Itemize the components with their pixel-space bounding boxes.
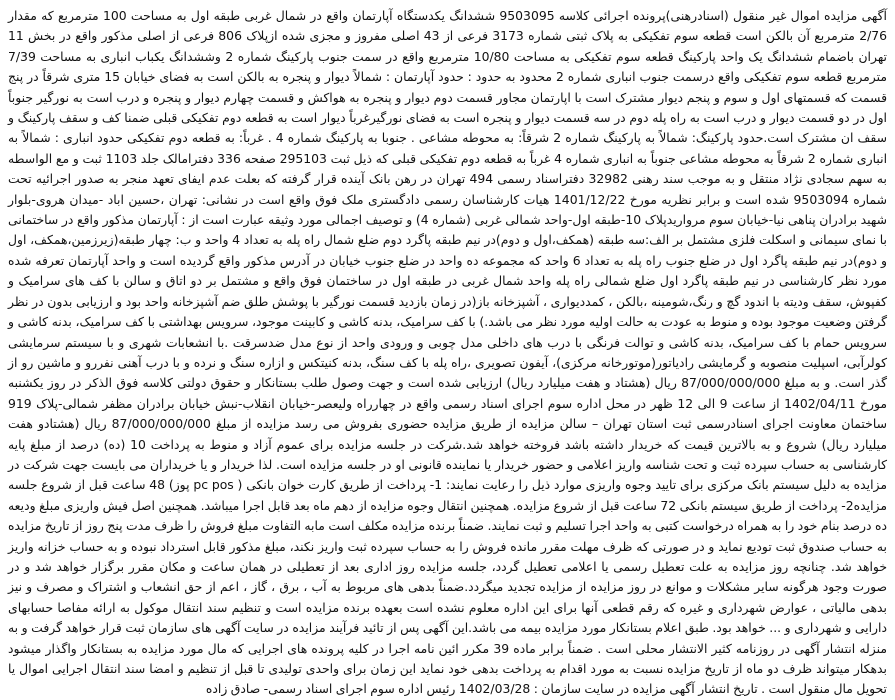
auction-notice-text: آگهی مزایده اموال غیر منقول (اسنادرهنی)پرونده اجرائی کلاسه 9503095 ششدانگ یکدستگاه آپارتمان واقع در شمال غربی طبقه اول به مساحت 100 مترمربع که مقدار 2/76 مترمربع آن بالکن است قطعه سوم تفکیکی به پلاک ثبتی شماره 3173 فرعی از 43 اصلی مفروز و مجزی شده ازپلاک 806 فرعی از اصلی مذکور واقع در بخش 11 تهران باضمام ششدانگ یک واحد پارکینگ قطعه سوم تفکیکی به مساحت 10/80 مترمربع واقع در سمت جنوب پارکینگ شماره 2 وششدانگ یکباب انباری به مساحت 7/39 مترمربع قطعه سوم تفکیکی واقع درسمت جنوب انباری شماره 2 محدود به حدود : حدود آپارتمان : شمالاً دیوار و پنجره به بالکن است به فضای خیابان 15 متری شرقاً در پنج قسمت که قسمتهای اول و سوم و پنجم دیوار مشترک است با اپارتمان مجاور قسمت دوم دیوار و پنجره به هواکش و قسمت چهارم دیوار و پنجره و درب است به نورگیر جنوباً اول در دو قسمت دیوار و درب است به راه پله دوم در سه قسمت دیوار و پنجره است به فضای نورگیرغرباً دیوار است به قطعه دوم تفکیکی قبلی ضمنا کف و سقف پارکینگ و سقف ان مشترک است.حدود پارکینگ: شمالاً به پارکینگ شماره 2 شرقاً: به محوطه مشاعی . جنوبا به پارکینگ شماره 4 . غرباً: به قطعه دوم تفکیکی حدود انباری : شمالاً به انباری شماره 2 شرقاً به محوطه مشاعی جنوباً به انباری شماره 4 غرباً به قطعه دوم تفکیکی قبلی که ذیل ثبت 295103 صفحه 336 دفترامالک جلد 1103 ثبت و مع الواسطه به سهم سجادی نژاد منتقل و به موجب سند رهنی 32982 دفتراسناد رسمی 494 تهران در رهن بانک آینده قرار گرفته که بعلت عدم ایفای تعهد منجر به صدور اجرائیه تحت شماره 9503094 شده است و برابر نظریه مورخ 1401/12/22 هیات کارشناسان رسمی دادگستری ملک فوق واقع است در نشانی: تهران ،حسین اباد -میدان هروی-بلوار شهید برادران پناهی نیا-خیابان سوم مرواریدپلاک 10-طبقه اول-واحد شمالی غربی (شماره 4) و توصیف اجمالی مورد وثیقه عبارت است از : آپارتمان مذکور واقع در ساختمانی با نمای سیمانی و اسکلت فلزی مشتمل بر الف:سه طبقه (همکف،اول و دوم)در نیم طبقه پاگرد دوم ضلع شمال راه پله به تعداد 4 واحد و ب: چهار طبقه(زیرزمین،همکف، اول و دوم)در نیم طبقه پاگرد اول در ضلع جنوب راه پله به تعداد 6 واحد که مجموعه ده واحد در ضلع جنوب خیابان در آدرس مذکور واقع گردیده است و واحد آپارتمان تعرفه شده مورد نظر کارشناسی در نیم طبقه پاگرد اول ضلع شمالی راه پله واحد شمال غربی در طبقه اول در ساختمان فوق واقع و مشتمل بر دو اتاق و سالن با کف های سرامیک و کفپوش، سقف ودیته با اندود گچ و رنگ،شومینه ،بالکن ، کمددیواری ، آشپزخانه باز(در زمان بازدید قسمت نورگیر با پوشش طلق ضم آشپزخانه واحد بود و ارزیابی بدون در نظر گرفتن وضعیت موجود بوده و منوط به عودت به حالت اولیه مورد نظر می باشد.) با کف سرامیک، بدنه کاشی و کابینت موجود، سرویس بهداشتی با کف سرامیک، بدنه کاشی و سرویس حمام با کف سرامیک، بدنه کاشی و توالت فرنگی با درب های داخلی مدل چوبی و ورودی واحد از نوع مدل ضدسرقت .با انشعابات شهری و با سیستم سرمایشی کولرآبی، اسپلیت منصوبه و گرمایشی رادیاتور(موتورخانه مرکزی)، آیفون تصویری ،راه پله با کف سنگ، بدنه کنیتکس و ازاره سنگ و نرده و با درب آهنی نفررو و ماشین رو از گذر است. و به مبلغ 87/000/000/000 ریال (هشتاد و هفت میلیارد ریال) ارزیابی شده است و جهت وصول طلب بستانکار و حقوق دولتی کلاسه فوق الذکر در روز یکشنبه مورخ 1402/04/11 از ساعت 9 الی 12 ظهر در محل اداره سوم اجرای اسناد رسمی واقع در چهارراه ولیعصر-خیابان انقلاب-نبش خیابان برادران مظفر شمالی-پلاک 919 ساختمان معاونت اجرای اسنادرسمی ثبت استان تهران – سالن مزایده از طریق مزایده حضوری بفروش می رسد مزایده از مبلغ 87/000/000/000 ریال (هشتادو هفت میلیارد ریال) شروع و به بالاترین قیمت که خریدار داشته باشد فروخته خواهد شد.شرکت در جلسه مزایده برای عموم آزاد و منوط به پرداخت 10 (ده) درصد از مبلغ پایه کارشناسی به حساب سپرده ثبت و تحت شناسه واریز اعلامی و حضور خریدار یا نماینده قانونی او در جلسه مزایده است. لذا خریدار و یا خریداران می بایست جهت شرکت در مزایده به دلیل سیستم بانک مرکزی برای تایید وجوه واریزی موارد ذیل را رعایت نمایند: 1- پرداخت از طریق کارت خوان بانکی ( pc pos پوز) 48 ساعت قبل از شروع جلسه مزایده2- پرداخت از طریق سیستم بانکی 72 ساعت قبل از شروع مزایده. همچنین انتقال وجوه مزایده از دهم ماه بعد قابل اجرا میباشد. همچنین اصل فیش واریزی مبلغ ودیعه ده درصد بنام خود را به همراه درخواست کتبی به واحد اجرا تسلیم و ثبت نمایند. ضمناً برنده مزایده مکلف است مابه التفاوت مبلغ فروش را ظرف مدت پنج روز از تاریخ مزایده به حساب صندوق ثبت توديع نمايد و در صورتی که ظرف مهلت مقرر مانده فروش را به حساب سپرده ثبت واریز نکند، مبلغ مذکور قابل استرداد نبوده و به حساب خزانه واریز خواهد شد. چنانچه روز مزایده به علت تعطیل رسمی یا اعلامی تعطیل گردد، جلسه مزایده روز اداری بعد از تعطیلی در همان ساعت و مکان مقرر برگزار خواهد شد و در صورت وجود هرگونه سایر مشکلات و موانع در روز مزایده از مزایده تجدید میگردد.ضمناً بدهی های مربوط به آب ، برق ، گاز ، اعم از حق انشعاب و اشتراک و مصرف و نیز بدهی مالیاتی ، عوارض شهرداری و غیره که رقم قطعی آنها برای این اداره معلوم نشده است بعهده برنده مزایده است و تنظیم سند انتقال موکول به ارائه مفاصا حسابهای دارایی و شهرداری و ... خواهد بود. طبق اعلام بستانکار مورد مزایده بیمه می باشد.این آگهی پس از تائید فرآیند مزایده در سایت آگهی های سازمان ثبت قرار خواهد گرفت و به منزله انتشار آگهی در روزنامه کثیر الانتشار محلی است . ضمناً برابر ماده 39 مکرر ائین نامه اجرا در کلیه پرونده های اجرایی که مال مورد مزایده به بستانکار واگذار میشود بدهکار میتواند ظرف دو ماه از تاریخ مزایده نسبت به مورد اقدام به پرداخت بدهی خود نماید این زمان برای واحدی تولیدی تا قبل از تنظیم و امضا سند انتقال اجرایی اموال یا تحویل مال منقول است . تاریخ انتشار آگهی مزایده در سایت سازمان : 1402/03/28 رئیس اداره سوم اجرای اسناد رسمی- صادق زاده <box>8 8 888 697</box>
